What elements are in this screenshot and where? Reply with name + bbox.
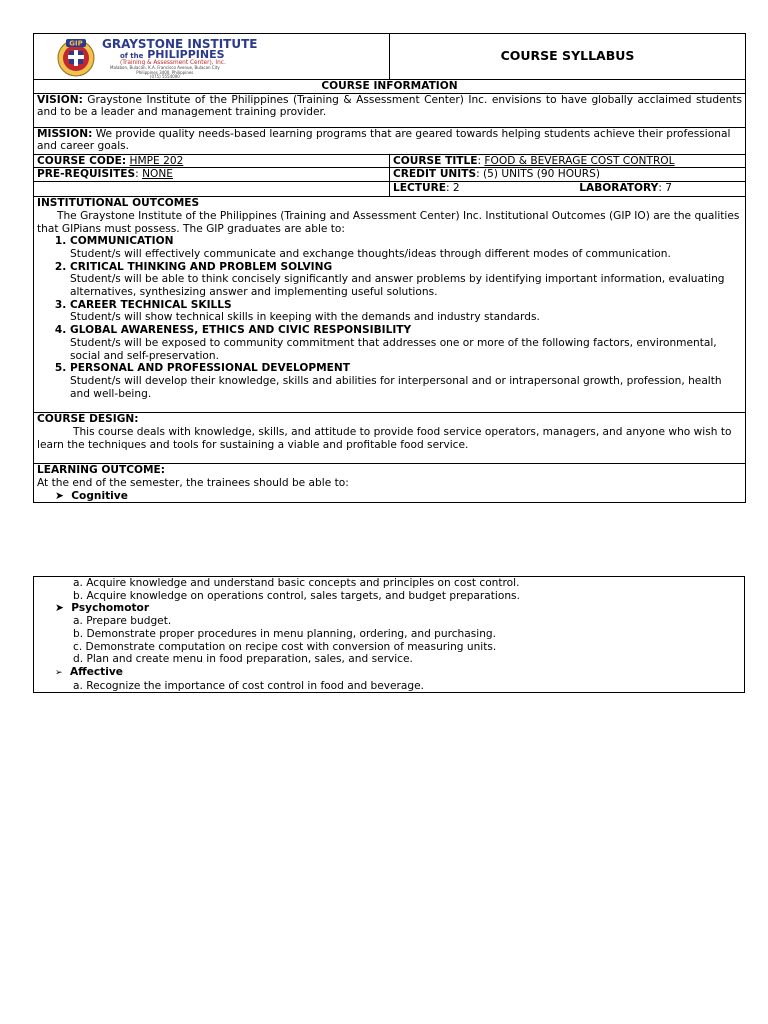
- institute-address: Malabon, Bulacan, K.A. Francisco Avenue, Bulacan City Philippines 3400, Philippines (075) 5554090: [110, 65, 220, 79]
- mission-text: We provide quality needs-based learning programs that are geared towards helping students achieve their professional and career goals.: [37, 127, 731, 153]
- list-item: 1. COMMUNICATION Student/s will effectively communicate and exchange thoughts/ideas through different modes of communication.: [70, 235, 742, 260]
- arrow-bullet-icon: ➤: [55, 489, 64, 502]
- course-design-heading: COURSE DESIGN:: [37, 413, 139, 426]
- lecture-lab-cell: [390, 182, 746, 197]
- credit-units-value: : (5) UNITS (90 HOURS): [476, 168, 601, 181]
- list-item: 2. CRITICAL THINKING AND PROBLEM SOLVING Student/s will be able to think concisely significantly and answer problems by identifying important information, evaluating alternatives, synthesizing answer and implementing useful solutions.: [70, 261, 742, 299]
- cognitive-heading: ➤ Cognitive: [55, 489, 128, 502]
- laboratory-label: LABORATORY: [579, 182, 659, 195]
- course-code-value: HMPE 202: [129, 154, 184, 167]
- course-information-heading: COURSE INFORMATION: [34, 80, 746, 94]
- institute-logo: [54, 36, 258, 79]
- arrow-bullet-icon: ➤: [55, 602, 64, 615]
- course-design-text: This course deals with knowledge, skills, and attitude to provide food service operators, managers, and anyone who wish to learn the techniques and tools for sustaining a viable and profitable food service.: [37, 425, 732, 451]
- course-code-cell: COURSE CODE: HMPE 202: [34, 154, 390, 168]
- list-item: 3. CAREER TECHNICAL SKILLS Student/s will show technical skills in keeping with the demands and industry standards.: [70, 299, 742, 324]
- prerequisites-value: NONE: [142, 168, 173, 181]
- learning-outcome-cell: [34, 464, 746, 503]
- arrow-bullet-icon: ➢: [55, 667, 63, 678]
- list-item: d. Plan and create menu in food preparation, sales, and service.: [73, 653, 413, 666]
- course-title-cell: COURSE TITLE: FOOD & BEVERAGE COST CONTROL: [390, 154, 746, 168]
- course-title-value: FOOD & BEVERAGE COST CONTROL: [484, 154, 675, 167]
- mission-cell: [34, 127, 746, 154]
- list-item: a. Prepare budget.: [73, 615, 172, 628]
- psychomotor-heading: ➤ Psychomotor: [55, 602, 150, 615]
- vision-text: Graystone Institute of the Philippines (Training & Assessment Center) Inc. envisions to have globally acclaimed students and to be a leader and management training provider.: [37, 93, 742, 119]
- document-title: COURSE SYLLABUS: [390, 34, 746, 80]
- institute-tagline: (Training & Assessment Center), Inc.: [120, 60, 226, 66]
- list-item: b. Demonstrate proper procedures in menu planning, ordering, and purchasing.: [73, 627, 497, 640]
- list-item: b. Acquire knowledge on operations control, sales targets, and budget preparations.: [73, 589, 520, 602]
- course-design-cell: [34, 413, 746, 464]
- institute-name: GRAYSTONE INSTITUTE: [102, 37, 258, 51]
- list-item: 5. PERSONAL AND PROFESSIONAL DEVELOPMENT Student/s will develop their knowledge, skills and abilities for interpersonal and or intrapersonal growth, profession, health and well-being.: [70, 362, 742, 400]
- vision-label: VISION:: [37, 93, 83, 106]
- empty-cell: [34, 182, 390, 197]
- affective-heading: ➢ Affective: [55, 665, 123, 678]
- list-item: a. Recognize the importance of cost control in food and beverage.: [73, 679, 425, 692]
- institutional-outcomes-heading: INSTITUTIONAL OUTCOMES: [37, 197, 200, 210]
- credit-units-cell: CREDIT UNITS: (5) UNITS (90 HOURS): [390, 168, 746, 182]
- institutional-outcomes-intro: The Graystone Institute of the Philippines (Training and Assessment Center) Inc. Institutional Outcomes (GIP IO) are the qualities that GIPians must possess. The GIP graduates are able to:: [37, 209, 740, 235]
- institute-name-line2: of the PHILIPPINES: [120, 48, 225, 61]
- mission-label: MISSION:: [37, 127, 93, 140]
- list-item: a. Acquire knowledge and understand basic concepts and principles on cost control.: [73, 577, 520, 589]
- laboratory-value: : 7: [658, 182, 672, 195]
- outcomes-list: [37, 235, 742, 400]
- syllabus-table: [33, 33, 746, 503]
- syllabus-page-1: [33, 33, 745, 503]
- list-item: c. Demonstrate computation on recipe cost with conversion of measuring units.: [73, 640, 497, 653]
- gip-seal-icon: [54, 36, 98, 78]
- list-item: 4. GLOBAL AWARENESS, ETHICS AND CIVIC RESPONSIBILITY Student/s will be exposed to community commitment that addresses one or more of the following factors, environmental, social and self-preservation.: [70, 324, 742, 362]
- institute-logo-cell: [34, 34, 390, 80]
- lecture-label: LECTURE: [393, 182, 446, 195]
- learning-outcome-continuation: [33, 576, 745, 693]
- prerequisites-cell: PRE-REQUISITES: NONE: [34, 168, 390, 182]
- vision-cell: [34, 93, 746, 127]
- learning-outcome-intro: At the end of the semester, the trainees should be able to:: [37, 476, 349, 489]
- learning-outcome-heading: LEARNING OUTCOME:: [37, 464, 166, 477]
- lecture-value: : 2: [445, 182, 460, 195]
- svg-text:GIP: GIP: [69, 39, 83, 48]
- institutional-outcomes-cell: [34, 197, 746, 413]
